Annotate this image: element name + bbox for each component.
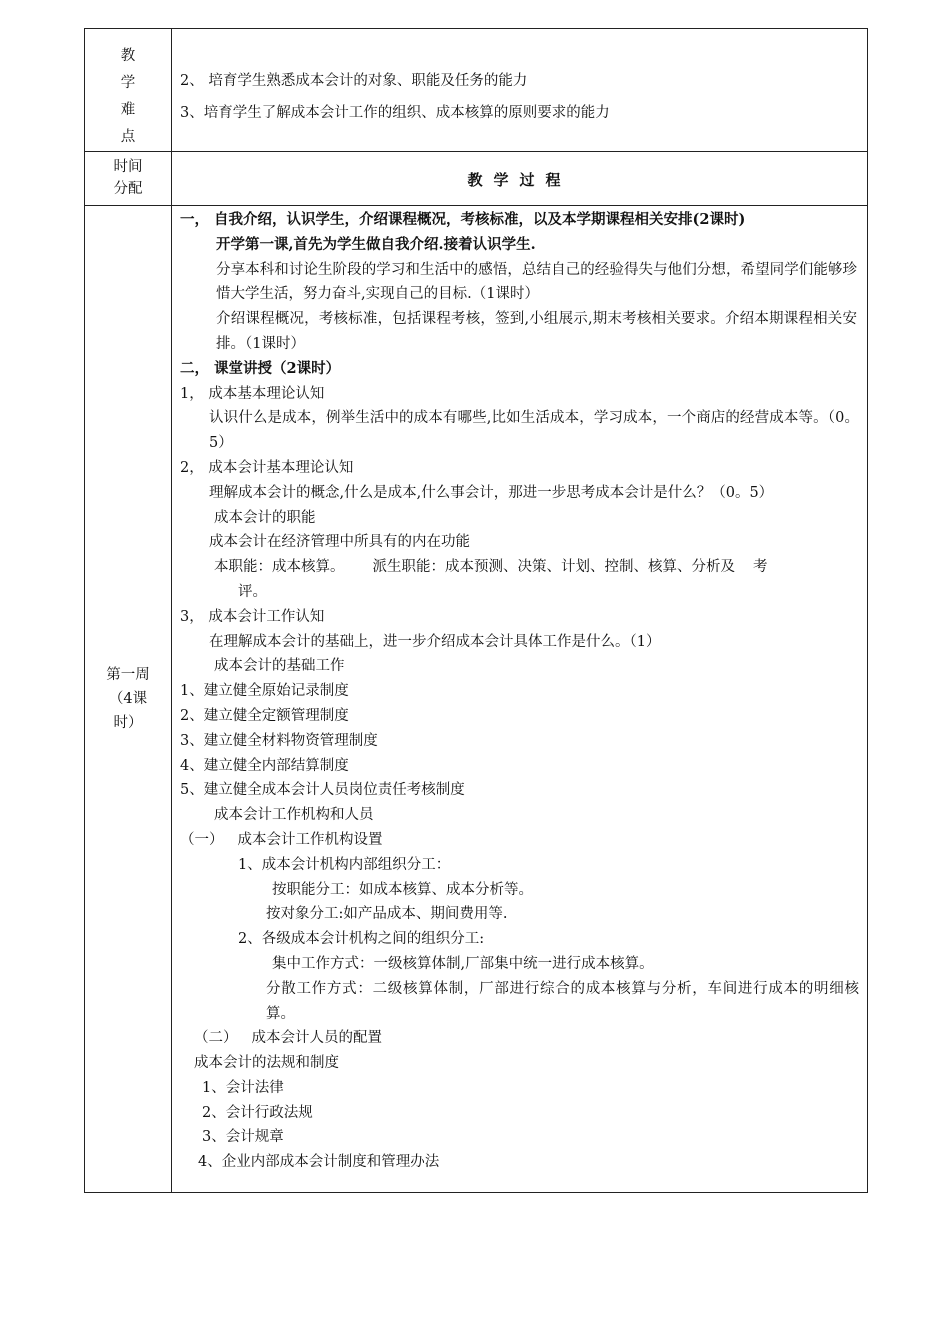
- org-item: 1、成本会计机构内部组织分工：: [238, 856, 451, 873]
- difficulty-item: 3、培育学生了解成本会计工作的组织、成本核算的原则要求的能力: [180, 105, 610, 121]
- difficulty-item: 2、 培育学生熟悉成本会计的对象、职能及任务的能力: [180, 73, 528, 89]
- list-item: 4、建立健全内部结算制度: [180, 757, 349, 774]
- header-row: [85, 152, 868, 206]
- subheading: 成本会计工作机构和人员: [214, 807, 374, 824]
- paragraph: 理解成本会计的概念,什么是成本,什么事会计，那进一步思考成本会计是什么？（0。5）: [209, 484, 774, 501]
- section-title: 一， 自我介绍，认识学生，介绍课程概况，考核标准，以及本学期课程相关安排(2课时): [180, 211, 746, 228]
- difficulty-label-char: 点: [120, 129, 136, 145]
- law-item: 2、会计行政法规: [202, 1104, 313, 1121]
- paragraph: 在理解成本会计的基础上，进一步介绍成本会计具体工作是什么。（1）: [209, 633, 661, 650]
- paragraph: 开学第一课,首先为学生做自我介绍.接着认识学生.: [216, 235, 536, 253]
- list-item: 2、建立健全定额管理制度: [180, 707, 349, 724]
- list-item: 5、建立健全成本会计人员岗位责任考核制度: [180, 782, 465, 799]
- org-item: 2、各级成本会计机构之间的组织分工:: [238, 931, 485, 948]
- difficulty-label-char: 教: [120, 48, 136, 64]
- topic-heading: 3， 成本会计工作认知: [180, 608, 325, 625]
- paragraph: 成本会计在经济管理中所具有的内在功能: [209, 534, 470, 551]
- org-label: 成本会计工作机构设置: [237, 831, 383, 848]
- paragraph: 认识什么是成本，例举生活中的成本有哪些,比如生活成本，学习成本，一个商店的经营成本等。（0。5）: [209, 410, 859, 452]
- org-detail: 按对象分工:如产品成本、期间费用等.: [266, 906, 508, 923]
- difficulty-row: [85, 29, 868, 152]
- week-label-line: （4课: [108, 691, 148, 707]
- lesson-content: [172, 206, 867, 1175]
- difficulty-label-cell: [85, 29, 172, 152]
- process-title-cell: [172, 152, 868, 206]
- org-number: （二）: [194, 1030, 238, 1047]
- difficulty-content-cell: [172, 29, 868, 152]
- process-title: 教学过程: [467, 171, 572, 189]
- topic-heading: 2， 成本会计基本理论认知: [180, 459, 354, 476]
- function-continuation: 评。: [238, 583, 267, 600]
- subheading: 成本会计的法规和制度: [194, 1055, 339, 1072]
- paragraph: 分享本科和讨论生阶段的学习和生活中的感悟，总结自己的经验得失与他们分想，希望同学们能够珍惜大学生活，努力奋斗,实现自己的目标.（1课时）: [216, 261, 857, 303]
- week-content-cell: [172, 206, 868, 1193]
- org-label: 成本会计人员的配置: [251, 1030, 382, 1047]
- org-detail: 分散工作方式：二级核算体制，厂部进行综合的成本核算与分析，车间进行成本的明细核算。: [266, 980, 859, 1022]
- week-label-line: 时）: [113, 715, 143, 731]
- paragraph: 介绍课程概况，考核标准，包括课程考核，签到,小组展示,期末考核相关要求。介绍本期课程相关安排。（1课时）: [216, 311, 857, 352]
- subheading: 成本会计的基础工作: [214, 658, 345, 675]
- difficulty-label-char: 学: [120, 75, 136, 91]
- difficulty-label-char: 难: [120, 102, 136, 118]
- subheading: 成本会计的职能: [214, 509, 316, 526]
- function-line: [180, 555, 867, 580]
- law-item: 3、会计规章: [202, 1129, 284, 1146]
- org-heading: [180, 828, 867, 853]
- topic-heading: 1， 成本基本理论认知: [180, 385, 325, 402]
- org-detail: 按职能分工：如成本核算、成本分析等。: [272, 881, 533, 898]
- function-core: 本职能：成本核算。: [214, 559, 345, 576]
- lesson-plan-table: [84, 28, 868, 1193]
- week-row: [85, 206, 868, 1193]
- section-title: 二， 课堂讲授（2课时）: [180, 359, 341, 377]
- function-derived-end: 考: [753, 559, 768, 576]
- list-item: 1、建立健全原始记录制度: [180, 683, 349, 700]
- function-derived: 派生职能：成本预测、决策、计划、控制、核算、分析及: [372, 559, 735, 576]
- law-item: 4、企业内部成本会计制度和管理办法: [198, 1154, 440, 1171]
- difficulty-label: [85, 29, 171, 151]
- list-item: 3、建立健全材料物资管理制度: [180, 732, 378, 749]
- week-label-cell: [85, 206, 172, 1193]
- org-heading: [180, 1026, 867, 1051]
- week-label-line: 第一周: [106, 667, 150, 683]
- time-label-line: 时间: [113, 159, 143, 175]
- time-label-cell: [85, 152, 172, 206]
- law-item: 1、会计法律: [202, 1079, 284, 1096]
- org-detail: 集中工作方式：一级核算体制,厂部集中统一进行成本核算。: [272, 955, 654, 972]
- org-number: （一）: [180, 831, 224, 848]
- time-label-line: 分配: [113, 181, 143, 197]
